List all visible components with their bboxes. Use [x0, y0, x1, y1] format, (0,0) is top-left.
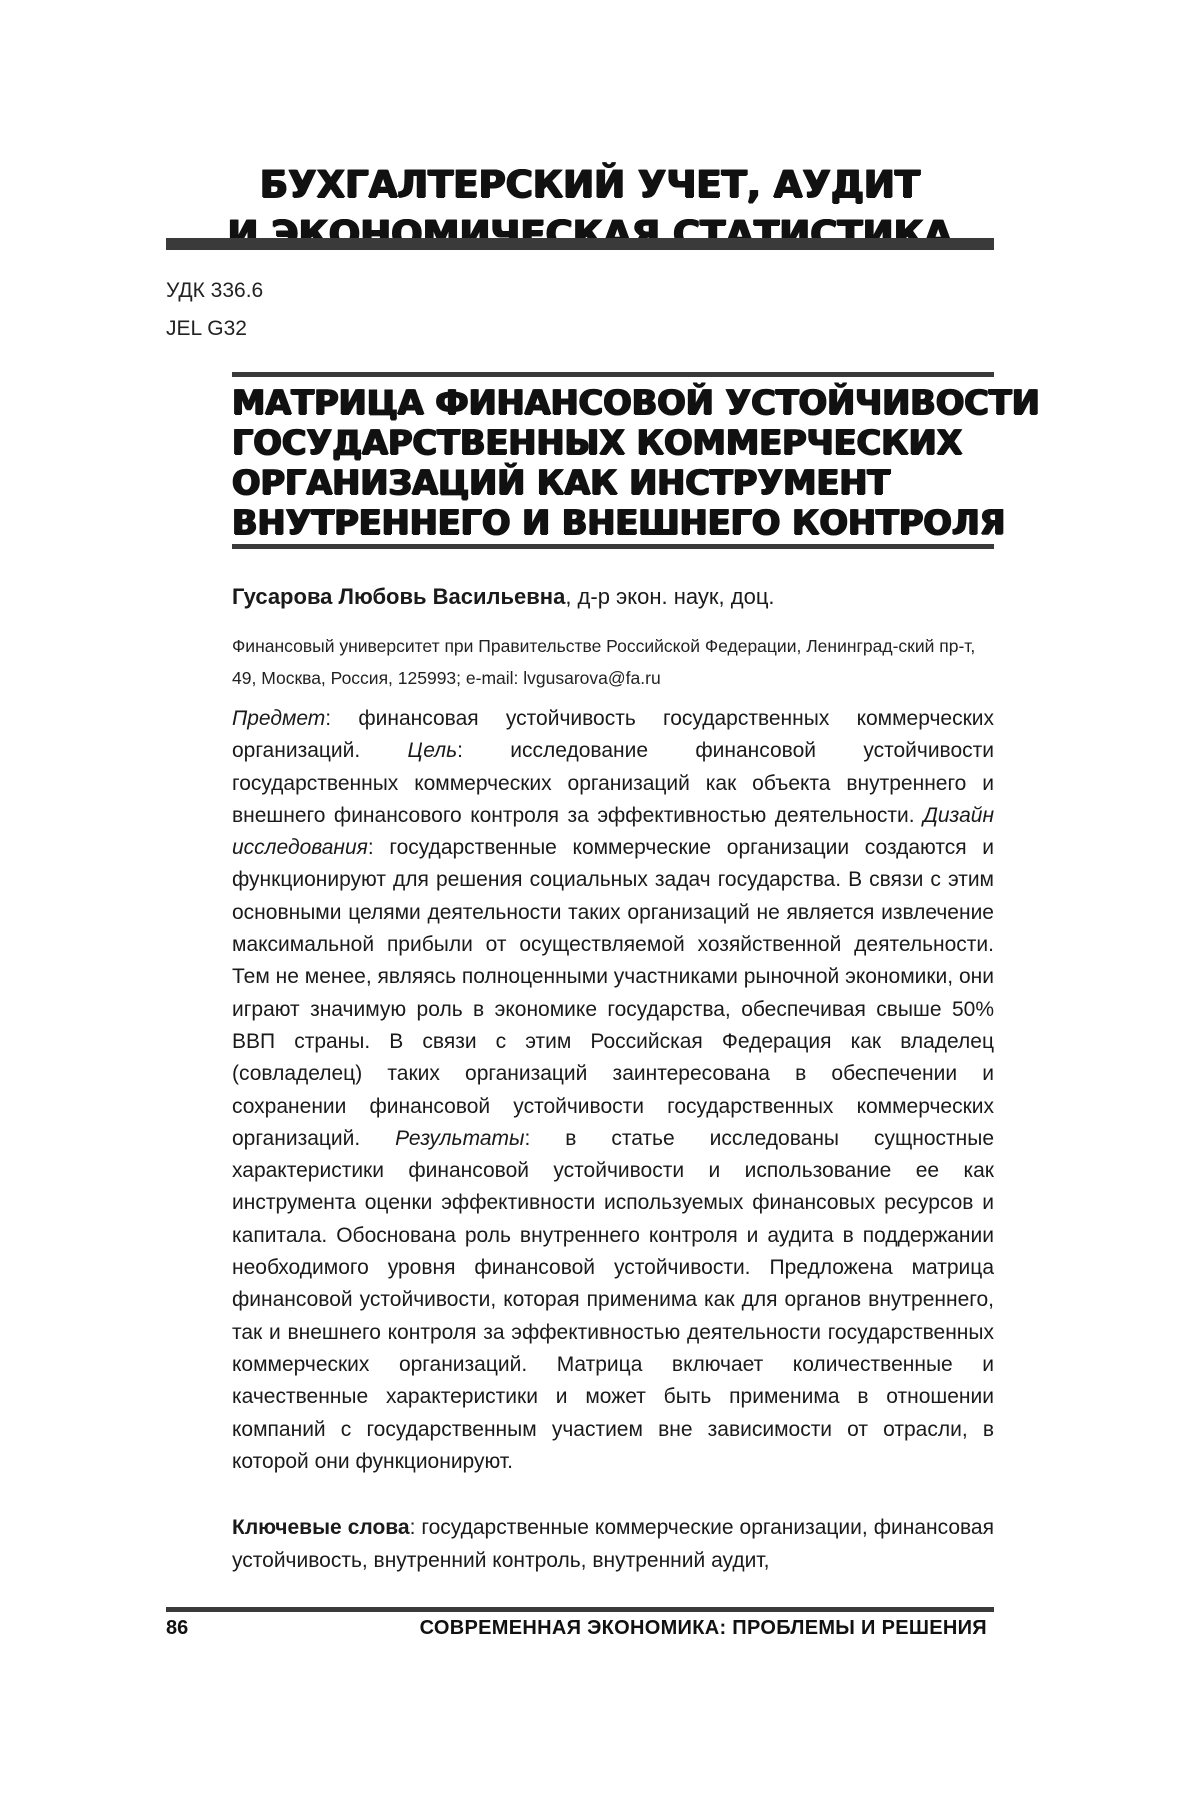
- article-title: [232, 383, 1012, 543]
- udk-code: УДК 336.6: [166, 272, 263, 310]
- goal-text: : исследование финансовой устойчивости государственных коммерческих организаций как объекта внутреннего и внешнего финансового контроля за эффективностью деятельности.: [232, 739, 994, 827]
- keywords-label: Ключевые слова: [232, 1516, 410, 1539]
- page-number: 86: [166, 1617, 188, 1640]
- title-rule-bottom: [232, 544, 994, 549]
- results-label: Результаты: [395, 1127, 524, 1150]
- title-line-2: ГОСУДАРСТВЕННЫХ КОММЕРЧЕСКИХ: [232, 423, 1012, 463]
- classification-codes: [166, 272, 263, 348]
- jel-code: JEL G32: [166, 310, 263, 348]
- section-rule: [166, 238, 994, 250]
- author-degree: , д-р экон. наук, доц.: [565, 584, 774, 609]
- results-text: : в статье исследованы сущностные характеристики финансовой устойчивости и использование ее как инструмента оценки эффективности используемых финансовых ресурсов и капитала. Обоснована роль внутреннего контроля и аудита в поддержании необходимого уровня финансовой устойчивости. Предложена матрица финансовой устойчивости, которая применима как для органов внутреннего, так и внешнего контроля за эффективностью деятельности государственных коммерческих организаций. Матрица включает количественные и качественные характеристики и может быть применима в отношении компаний с государственным участием вне зависимости от отрасли, в которой они функционируют.: [232, 1127, 994, 1473]
- affiliation: Финансовый университет при Правительстве Российской Федерации, Ленинград-ский пр-т, 49, Москва, Россия, 125993; e-mail: lvgusarova@fa.ru: [232, 630, 994, 694]
- title-rule-top: [232, 372, 994, 377]
- section-heading-line-1: БУХГАЛТЕРСКИЙ УЧЕТ, АУДИТ: [180, 160, 1000, 210]
- keywords: [232, 1512, 994, 1577]
- design-label: Дизайн исследования: [232, 804, 994, 859]
- author-line: [232, 584, 775, 610]
- section-heading-line-2: И ЭКОНОМИЧЕСКАЯ СТАТИСТИКА: [180, 210, 1000, 260]
- title-line-1: МАТРИЦА ФИНАНСОВОЙ УСТОЙЧИВОСТИ: [232, 383, 1012, 423]
- author-name: Гусарова Любовь Васильевна: [232, 584, 565, 609]
- title-line-3: ОРГАНИЗАЦИЙ КАК ИНСТРУМЕНТ: [232, 463, 1012, 503]
- design-text: : государственные коммерческие организации создаются и функционируют для решения социальных задач государства. В связи с этим основными целями деятельности таких организаций не является извлечение максимальной прибыли от осуществляемой хозяйственной деятельности. Тем не менее, являясь полноценными участниками рыночной экономики, они играют значимую роль в экономике государства, обеспечивая свыше 50% ВВП страны. В связи с этим Российская Федерация как владелец (совладелец) таких организаций заинтересована в обеспечении и сохранении финансовой устойчивости государственных коммерческих организаций.: [232, 836, 994, 1150]
- subject-text: : финансовая устойчивость государственных коммерческих организаций.: [232, 707, 994, 762]
- footer-rule: [166, 1607, 994, 1612]
- journal-name: СОВРЕМЕННАЯ ЭКОНОМИКА: ПРОБЛЕМЫ И РЕШЕНИЯ: [420, 1617, 987, 1640]
- subject-label: Предмет: [232, 707, 325, 730]
- goal-label: Цель: [408, 739, 458, 762]
- title-line-4: ВНУТРЕННЕГО И ВНЕШНЕГО КОНТРОЛЯ: [232, 503, 1012, 543]
- keywords-text: : государственные коммерческие организации, финансовая устойчивость, внутренний контроль, внутренний аудит,: [232, 1516, 994, 1572]
- abstract: [232, 703, 994, 1478]
